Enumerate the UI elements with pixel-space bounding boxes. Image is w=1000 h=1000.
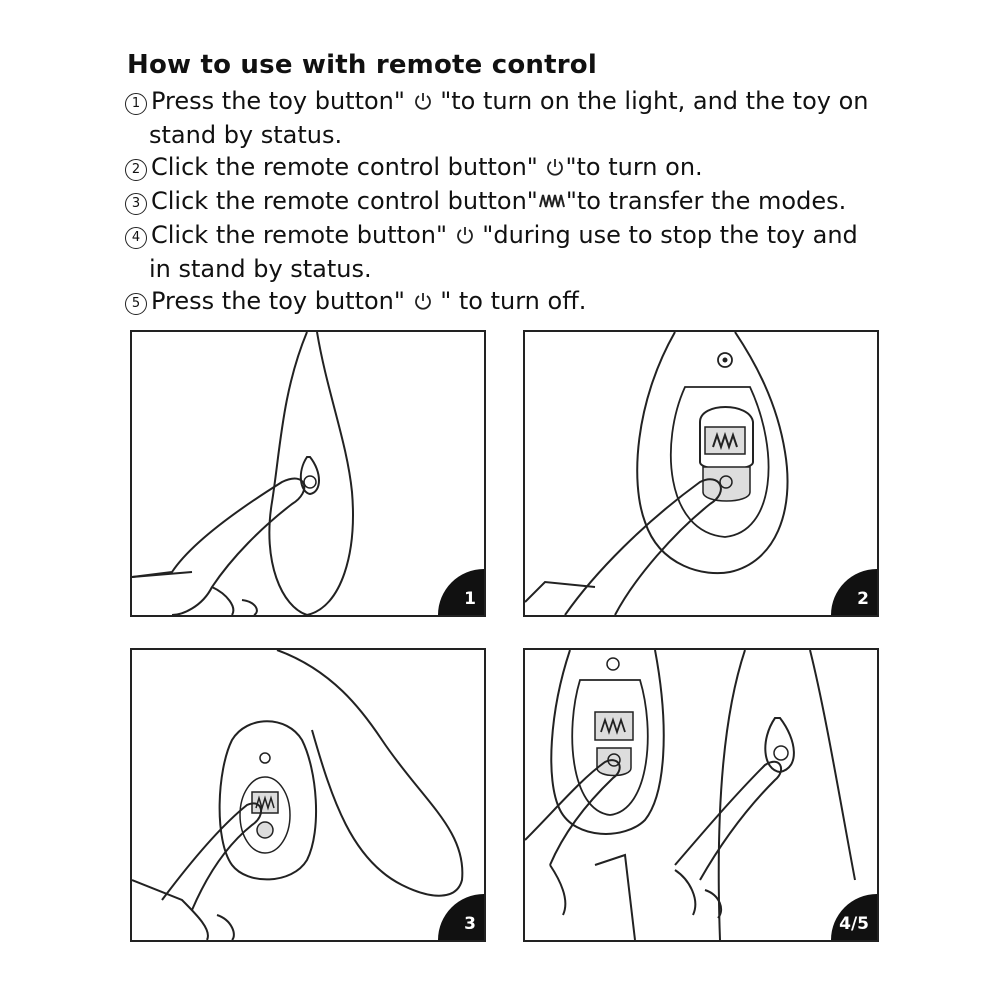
step-text-after: "during use to stop the toy and <box>482 221 858 249</box>
instruction-step-3 <box>125 185 955 219</box>
step-text-before: Click the remote control button" <box>151 187 538 215</box>
toy-illustration <box>132 332 484 615</box>
step-text-after: "to turn on. <box>565 153 703 181</box>
step-number: 5 <box>125 293 147 315</box>
instruction-step-5 <box>125 285 955 319</box>
power-icon <box>455 221 475 253</box>
page-title: How to use with remote control <box>127 50 597 80</box>
power-icon <box>545 153 565 185</box>
step-number: 1 <box>125 93 147 115</box>
instruction-list <box>125 85 955 319</box>
step-text-before: Press the toy button" <box>151 287 405 315</box>
instruction-step-2 <box>125 151 955 185</box>
panel-number: 4/5 <box>839 914 869 934</box>
illustration-panel-2 <box>523 330 879 617</box>
step-text-after: "to transfer the modes. <box>565 187 847 215</box>
panel-number: 3 <box>464 914 476 934</box>
step-text-continued: in stand by status. <box>149 255 372 283</box>
instruction-step-4 <box>125 219 955 285</box>
step-number: 3 <box>125 193 147 215</box>
step-text-before: Click the remote control button" <box>151 153 538 181</box>
step-text-after: " to turn off. <box>440 287 587 315</box>
step-text-before: Click the remote button" <box>151 221 448 249</box>
instruction-step-1 <box>125 85 955 151</box>
remote-and-toy-illustration <box>132 650 484 940</box>
power-icon <box>413 287 433 319</box>
panel-number: 2 <box>857 589 869 609</box>
remote-and-toy-illustration <box>525 650 877 940</box>
illustration-panel-3 <box>130 648 486 942</box>
illustration-panel-4-5 <box>523 648 879 942</box>
step-text-after: "to turn on the light, and the toy on <box>440 87 869 115</box>
step-number: 2 <box>125 159 147 181</box>
illustration-panel-1 <box>130 330 486 617</box>
step-number: 4 <box>125 227 147 249</box>
step-text-continued: stand by status. <box>149 121 343 149</box>
wave-icon <box>538 187 566 219</box>
step-text-before: Press the toy button" <box>151 87 405 115</box>
power-icon <box>413 87 433 119</box>
remote-illustration <box>525 332 877 615</box>
panel-number: 1 <box>464 589 476 609</box>
